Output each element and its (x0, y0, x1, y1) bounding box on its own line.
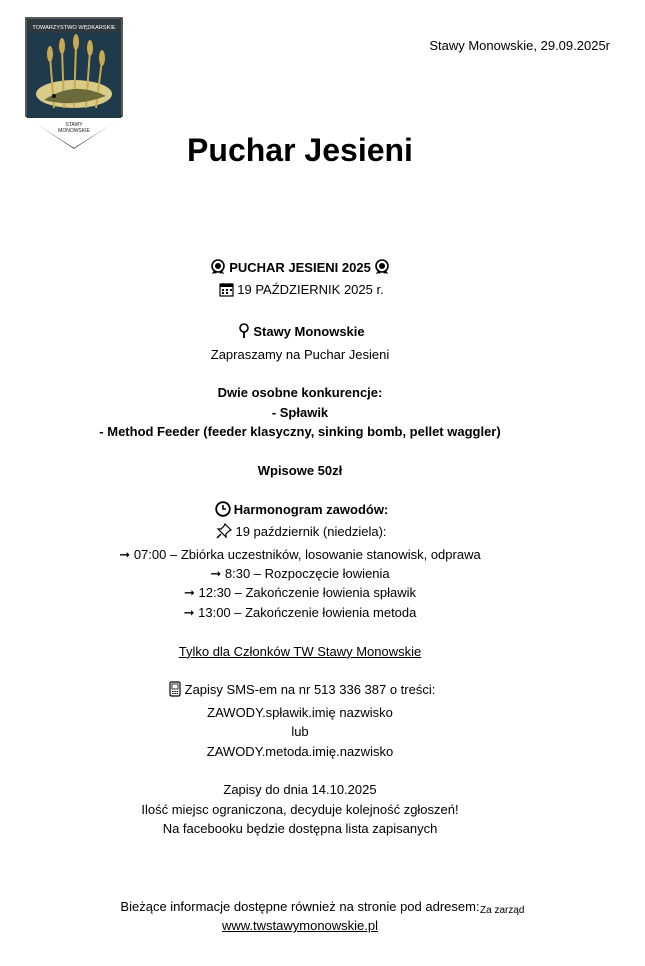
event-date: 19 PAŹDZIERNIK 2025 r. (237, 282, 384, 298)
pin-icon (238, 323, 250, 344)
schedule-item: ➞ 8:30 – Rozpoczęcie łowienia (210, 566, 390, 582)
limited-places-text: Ilość miejsc ograniczona, decyduje kolejność zgłoszeń! (141, 801, 459, 817)
schedule-day-line (0, 522, 600, 544)
arrow-icon: ➞ (210, 566, 222, 582)
document-body (0, 258, 600, 936)
clock-icon (215, 501, 231, 522)
medal-icon (374, 259, 390, 280)
document-title: Puchar Jesieni (187, 132, 413, 168)
medal-icon (210, 259, 226, 280)
facebook-list-text: Na facebooku będzie dostępna lista zapisanych (162, 821, 438, 837)
sms-format-or: lub (291, 724, 309, 740)
calendar-icon (219, 282, 234, 302)
event-name-line (0, 258, 600, 280)
place-date: Stawy Monowskie, 29.09.2025r (429, 38, 610, 53)
competition-item: - Method Feeder (feeder klasyczny, sinking bomb, pellet waggler) (99, 424, 501, 440)
arrow-icon: ➞ (119, 546, 131, 562)
pushpin-icon (216, 523, 232, 544)
sms-format-method: ZAWODY.metoda.imię.nazwisko (206, 743, 394, 759)
event-date-line (0, 280, 600, 302)
schedule-heading-line (0, 500, 600, 522)
schedule-item: ➞ 13:00 – Zakończenie łowienia metoda (183, 604, 417, 620)
club-emblem-icon (24, 16, 124, 150)
sms-registration-line (0, 680, 600, 702)
schedule-heading: Harmonogram zawodów: (233, 501, 389, 517)
logo-bottom-text-2: MONOWSKIE (58, 128, 90, 134)
schedule-item: ➞ 07:00 – Zbiórka uczestników, losowanie stanowisk, odprawa (119, 546, 481, 562)
arrow-icon: ➞ (183, 604, 195, 620)
schedule-day: 19 październik (niedziela): (235, 524, 387, 540)
schedule-item: ➞ 12:30 – Zakończenie łowienia spławik (183, 585, 417, 601)
logo-bottom-text-1: STAWY (65, 122, 83, 128)
sms-registration: Zapisy SMS-em na nr 513 336 387 o treści: (184, 682, 436, 698)
competition-item: - Spławik (271, 404, 329, 420)
logo-top-text: TOWARZYSTWO WĘDKARSKIE (32, 25, 116, 31)
sms-format-float: ZAWODY.spławik.imię nazwisko (207, 704, 393, 720)
website-link[interactable]: www.twstawymonowskie.pl (221, 918, 379, 934)
location-line (0, 322, 600, 344)
event-location: Stawy Monowskie (253, 324, 365, 340)
phone-icon (168, 681, 182, 702)
invite-text: Zapraszamy na Puchar Jesieni (210, 346, 390, 362)
club-logo (24, 16, 124, 150)
deadline-text: Zapisy do dnia 14.10.2025 (223, 782, 377, 798)
arrow-icon: ➞ (183, 585, 195, 601)
members-only-notice: Tylko dla Członków TW Stawy Monowskie (178, 643, 422, 659)
signature: Za zarząd (480, 905, 525, 916)
website-info-text: Bieżące informacje dostępne również na stronie pod adresem: (120, 898, 480, 914)
entry-fee: Wpisowe 50zł (257, 463, 343, 479)
competitions-heading: Dwie osobne konkurencje: (217, 385, 383, 401)
event-name: PUCHAR JESIENI 2025 (229, 260, 371, 275)
